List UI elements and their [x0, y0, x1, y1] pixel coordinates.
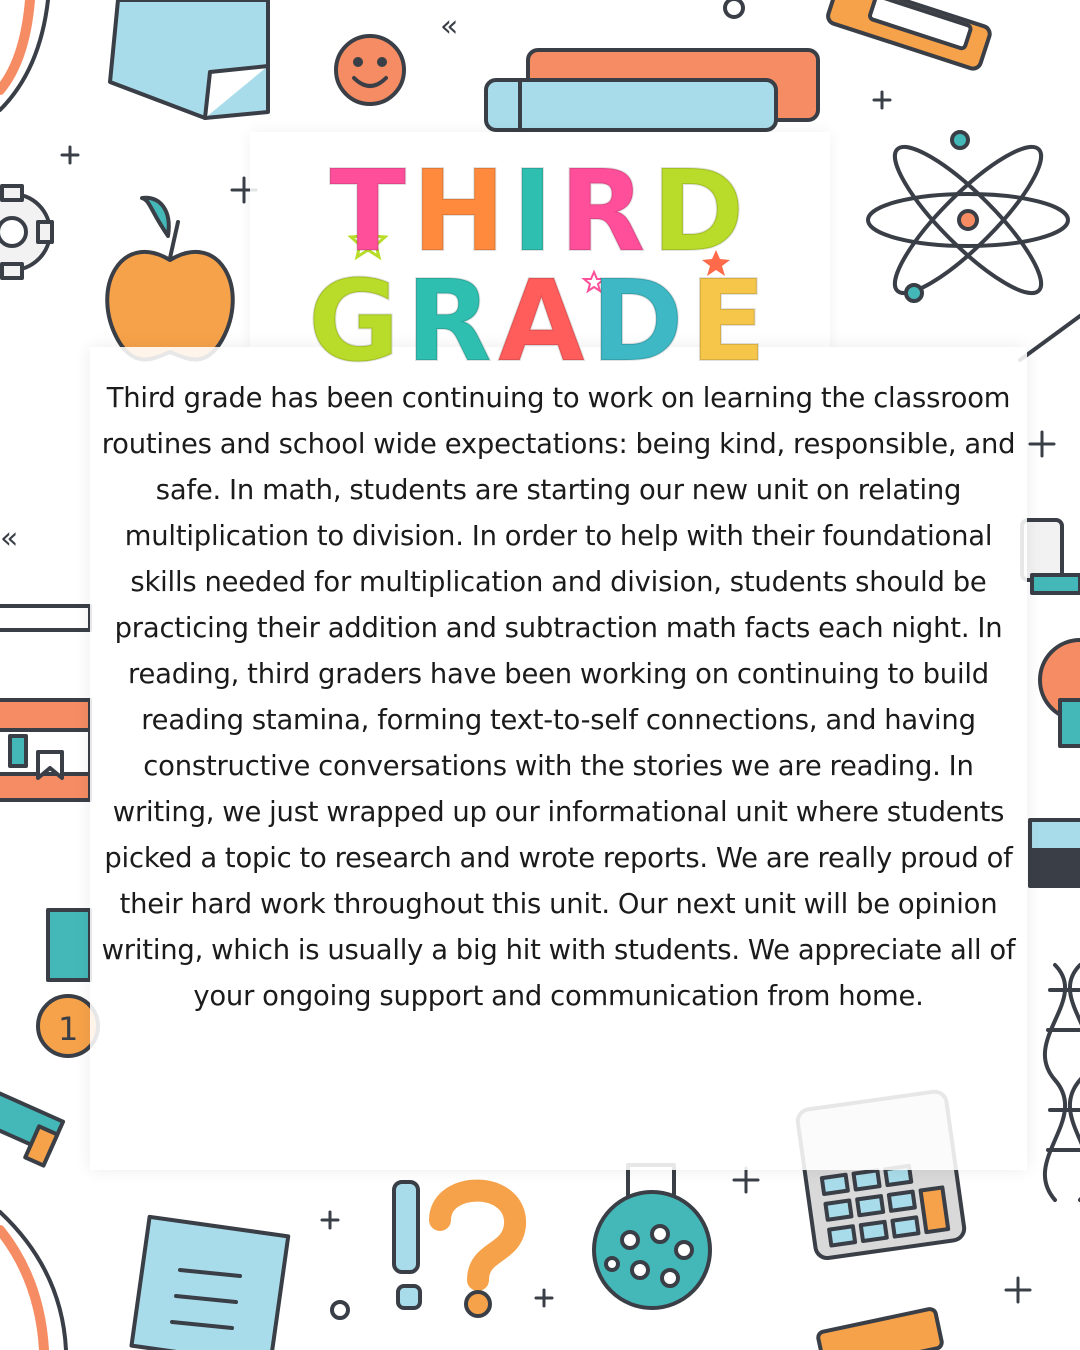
svg-text:«: «	[440, 9, 459, 44]
title-letter: D	[590, 257, 690, 387]
title-letter: A	[498, 257, 591, 387]
title-letter: E	[689, 257, 773, 387]
title-letter: G	[307, 257, 406, 387]
title-letter: I	[511, 147, 560, 277]
title-letter: R	[405, 257, 498, 387]
title-letter: H	[411, 147, 512, 277]
title-letter: T	[329, 147, 412, 277]
title-letter: R	[559, 147, 652, 277]
newsletter-paragraph: Third grade has been continuing to work on learning the classroom routines and school wide expectations: being kind, responsible, and safe. In math, students are starting our new unit on relating multiplication to division. In order to help with their foundational skills needed for multiplication and division, students should be practicing their addition and subtraction math facts each night. In reading, third graders have been working on continuing to build reading stamina, forming text-to-self connections, and having constructive conversations with the stories we are reading. In writing, we just wrapped up our informational unit where students picked a topic to research and wrote reports. We are really proud of their hard work throughout this unit. Our next unit will be opinion writing, which is usually a big hit with students. We appreciate all of your ongoing support and communication from home.	[101, 383, 1016, 1012]
title-letter: D	[651, 147, 751, 277]
title-grade	[0, 257, 1080, 387]
svg-text:«: «	[0, 521, 19, 556]
svg-text:1: 1	[58, 1010, 79, 1048]
title-third	[0, 147, 1080, 277]
